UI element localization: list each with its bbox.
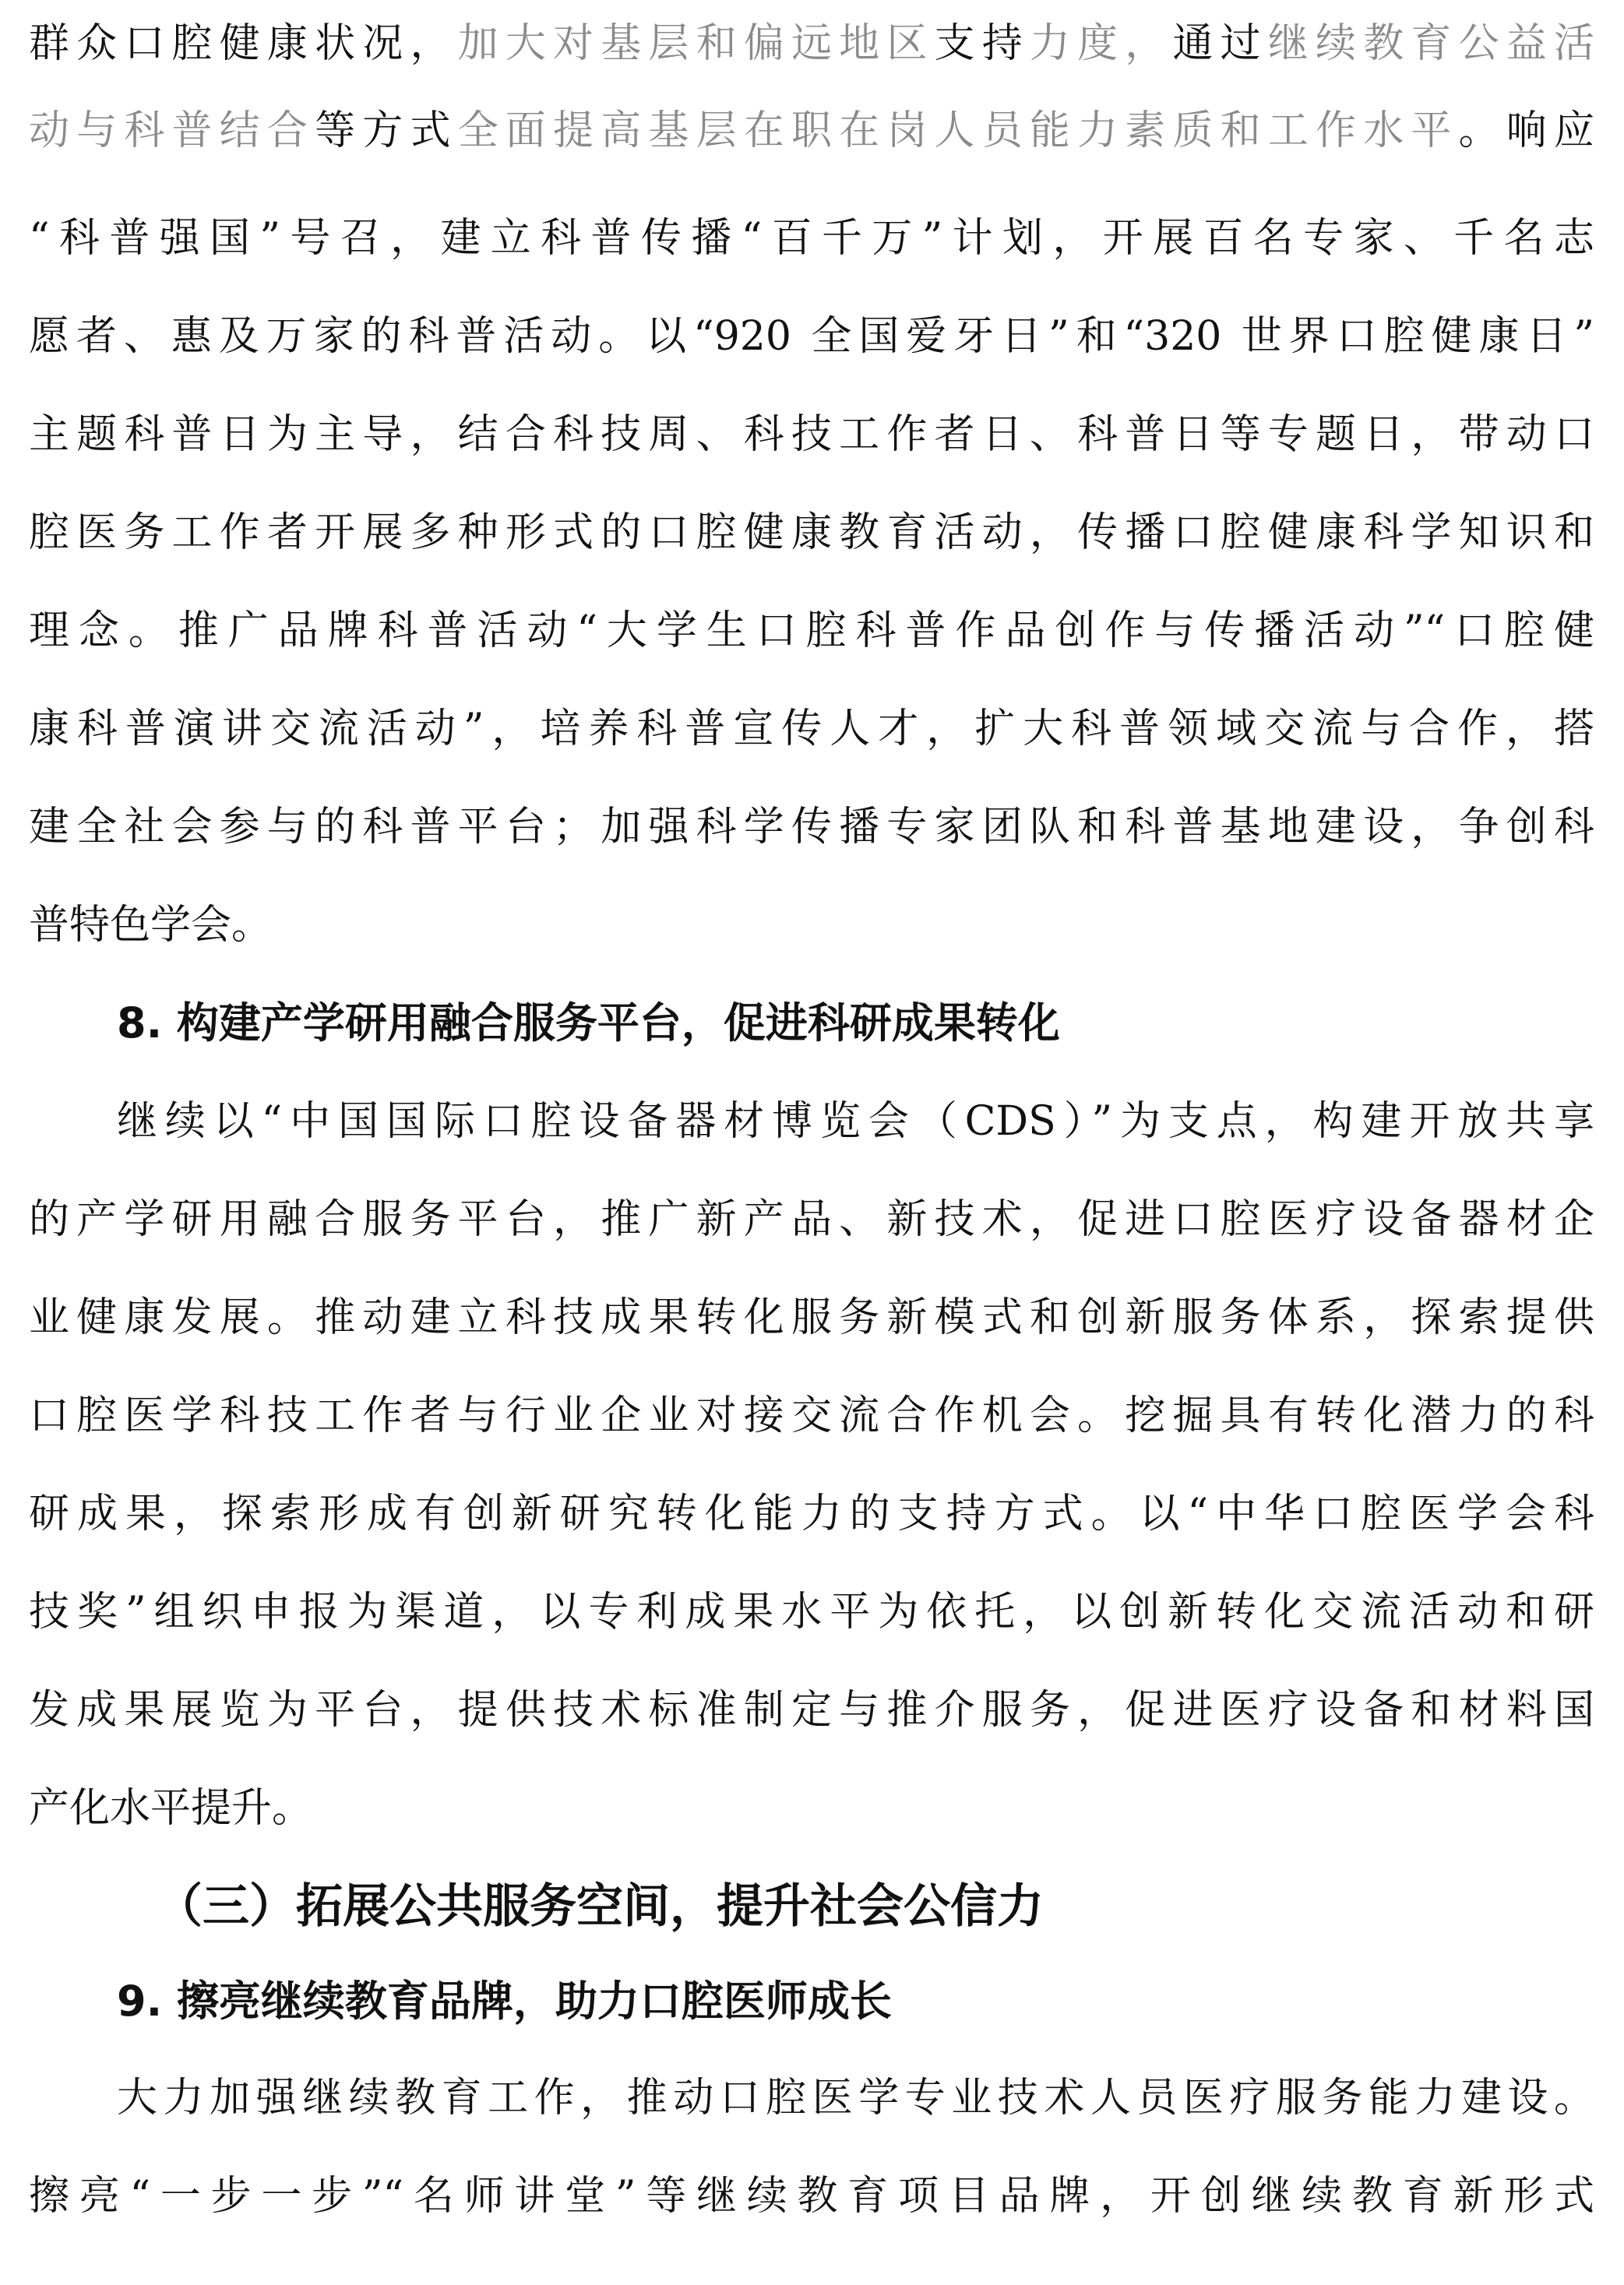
paragraph-line: 建全社会参与的科普平台；加强科学传播专家团队和科普基地建设，争创科: [29, 804, 1594, 850]
paragraph-line: 主题科普日为主导，结合科技周、科技工作者日、科普日等专题日，带动口: [29, 411, 1594, 458]
paragraph-line: 发成果展览为平台，提供技术标准制定与推介服务，促进医疗设备和材料国: [29, 1687, 1594, 1734]
paragraph-line: 愿者、惠及万家的科普活动。以“920 全国爱牙日”和“320 世界口腔健康日”: [29, 313, 1594, 360]
part-heading: （三）拓展公共服务空间，提升社会公信力: [156, 1879, 1044, 1934]
paragraph-line: 口腔医学科技工作者与行业企业对接交流合作机会。挖掘具有转化潜力的科: [29, 1392, 1594, 1439]
section-heading: 9. 擦亮继续教育品牌，助力口腔医师成长: [117, 1977, 892, 2026]
paragraph-line: 的产学研用融合服务平台，推广新产品、新技术，促进口腔医疗设备器材企: [29, 1196, 1594, 1243]
paragraph-line: 继续以“中国国际口腔设备器材博览会（CDS）”为支点，构建开放共享: [117, 1098, 1594, 1145]
paragraph-line: “科普强国”号召，建立科普传播“百千万”计划，开展百名专家、千名志: [29, 215, 1594, 262]
section-heading: 8. 构建产学研用融合服务平台，促进科研成果转化: [117, 998, 1060, 1047]
paragraph-line: 普特色学会。: [29, 902, 273, 949]
paragraph-line: 动与科普结合等方式全面提高基层在职在岗人员能力素质和工作水平。响应: [29, 107, 1594, 154]
paragraph-line: 擦亮“一步一步”“名师讲堂”等继续教育项目品牌，开创继续教育新形式: [29, 2173, 1594, 2220]
paragraph-line: 研成果，探索形成有创新研究转化能力的支持方式。以“中华口腔医学会科: [29, 1491, 1594, 1537]
paragraph-line: 大力加强继续教育工作，推动口腔医学专业技术人员医疗服务能力建设。: [117, 2075, 1594, 2121]
paragraph-line: 技奖”组织申报为渠道，以专利成果水平为依托，以创新转化交流活动和研: [29, 1589, 1594, 1635]
paragraph-line: 理念。推广品牌科普活动“大学生口腔科普作品创作与传播活动”“口腔健: [29, 607, 1594, 654]
paragraph-line: 腔医务工作者开展多种形式的口腔健康教育活动，传播口腔健康科学知识和: [29, 509, 1594, 556]
paragraph-line: 业健康发展。推动建立科技成果转化服务新模式和创新服务体系，探索提供: [29, 1294, 1594, 1341]
paragraph-line: 康科普演讲交流活动”，培养科普宣传人才，扩大科普领域交流与合作，搭: [29, 706, 1594, 752]
paragraph-line: 群众口腔健康状况，加大对基层和偏远地区支持力度，通过继续教育公益活: [29, 20, 1594, 67]
paragraph-line: 产化水平提升。: [29, 1785, 313, 1832]
